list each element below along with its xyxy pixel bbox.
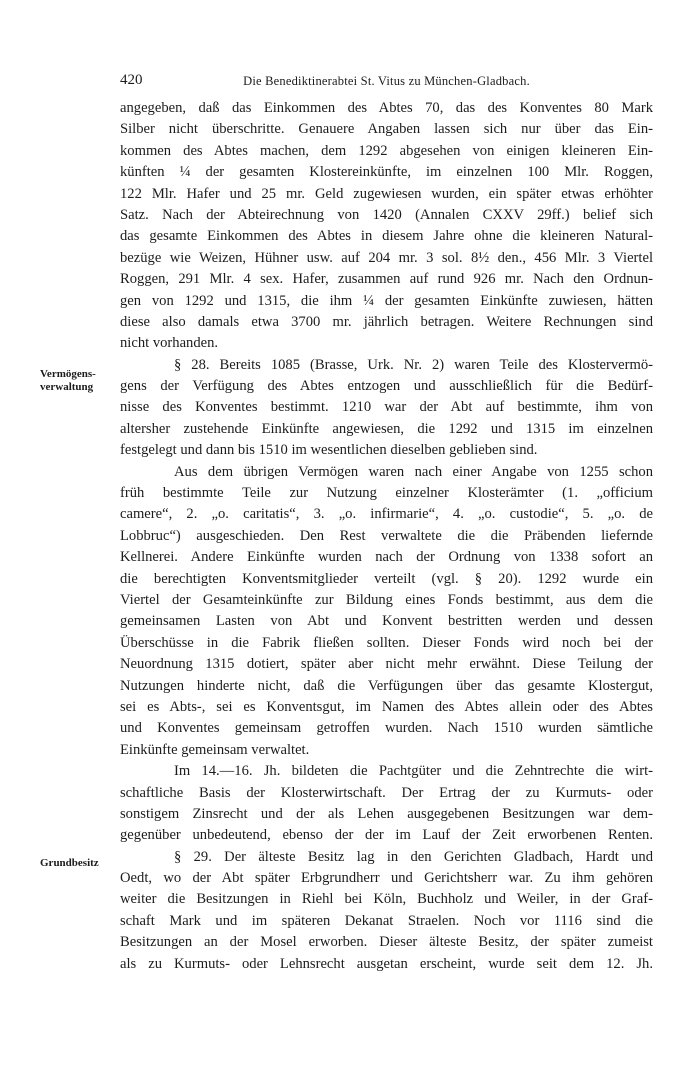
text-line: früh bestimmte Teile zur Nutzung einzelner Klosterämter (1. „officium bbox=[120, 485, 653, 502]
text-line: Oedt, wo der Abt später Erbgrundherr und Gerichtsherr war. Zu ihm gehören bbox=[120, 870, 653, 887]
text-line: gegenüber unbedeutend, ebenso der der im Lauf der Zeit erworbenen Renten. bbox=[120, 827, 653, 844]
text-line: weiter die Besitzungen in Riehl bei Köln, Buchholz und Weiler, in der Graf- bbox=[120, 891, 653, 908]
text-line: schaftliche Basis der Klosterwirtschaft. Der Ertrag der zu Kurmuts- oder bbox=[120, 784, 653, 801]
text-line: § 28. Bereits 1085 (Brasse, Urk. Nr. 2) waren Teile des Klostervermö- bbox=[174, 356, 653, 373]
text-line: schaft Mark und im späteren Dekanat Straelen. Noch vor 1116 sind die bbox=[120, 912, 653, 929]
margin-note-line: verwaltung bbox=[40, 381, 94, 393]
margin-note-grundbesitz bbox=[40, 857, 120, 870]
text-line: Einkünfte gemeinsam verwaltet. bbox=[120, 741, 310, 758]
text-line: bezüge wie Weizen, Hühner usw. auf 204 mr. 3 sol. 8½ den., 456 Mlr. 3 Viertel bbox=[120, 249, 653, 266]
text-line: als zu Kurmuts- oder Lehnsrecht ausgetan erscheint, wurde seit dem 12. Jh. bbox=[120, 955, 653, 972]
text-line: Im 14.—16. Jh. bildeten die Pachtgüter und die Zehntrechte die wirt- bbox=[174, 763, 653, 780]
text-line: Nutzungen hinderte nicht, daß die Verfügungen über das gesamte Klostergut, bbox=[120, 677, 653, 694]
text-line: Besitzungen an der Mosel erworben. Dieser älteste Besitz, der später zumeist bbox=[120, 934, 653, 951]
text-line: Roggen, 291 Mlr. 4 sex. Hafer, zusammen auf rund 926 mr. Nach den Ordnun- bbox=[120, 271, 653, 288]
running-title: Die Benediktinerabtei St. Vitus zu München-Gladbach. bbox=[243, 74, 530, 88]
page-number: 420 bbox=[120, 72, 143, 88]
body-text bbox=[120, 98, 653, 975]
text-line: festgelegt und dann bis 1510 im wesentlichen dieselben geblieben sind. bbox=[120, 442, 538, 459]
text-line: Überschüsse in die Fabrik fließen sollten. Dieser Fonds wird noch bei der bbox=[120, 634, 653, 651]
text-line: Lobbruc“) ausgeschieden. Den Rest verwaltete die die Präbenden liefernde bbox=[120, 527, 653, 544]
text-line: künften ¼ der gesamten Klostereinkünfte, im einzelnen 100 Mlr. Roggen, bbox=[120, 164, 653, 181]
text-line: 122 Mlr. Hafer und 25 mr. Geld zugewiesen wurden, ein später etwas erhöhter bbox=[120, 185, 653, 202]
text-line: kommen des Abtes machen, dem 1292 abgesehen von einigen kleineren Ein- bbox=[120, 142, 653, 159]
margin-note-line: Vermögens- bbox=[40, 368, 96, 380]
margin-note-line: Grundbesitz bbox=[40, 857, 99, 869]
page-header bbox=[120, 72, 653, 92]
text-line: die berechtigten Konventsmitglieder verteilt (vgl. § 20). 1292 wurde ein bbox=[120, 570, 653, 587]
text-line: gemeinsamen Lasten von Abt und Konvent bestritten werden und dessen bbox=[120, 613, 653, 630]
text-line: angegeben, daß das Einkommen des Abtes 70, das des Konventes 80 Mark bbox=[120, 100, 653, 116]
text-line: und Konventes gemeinsam getroffen wurden. Nach 1510 wurden sämtliche bbox=[120, 720, 653, 737]
text-line: nicht vorhanden. bbox=[120, 335, 219, 352]
text-line: diese also damals etwa 3700 mr. jährlich betragen. Weitere Rechnungen sind bbox=[120, 313, 653, 330]
text-line: Aus dem übrigen Vermögen waren nach einer Angabe von 1255 schon bbox=[174, 463, 653, 480]
text-line: Satz. Nach der Abteirechnung von 1420 (Annalen CXXV 29ff.) belief sich bbox=[120, 206, 653, 223]
text-line: sei es Abts-, sei es Konventsgut, im Namen des Abtes allein oder des Abtes bbox=[120, 698, 653, 715]
text-line: camere“, 2. „o. caritatis“, 3. „o. infirmarie“, 4. „o. custodie“, 5. „o. de bbox=[120, 506, 653, 523]
text-line: gen von 1292 und 1315, die ihm ¼ der gesamten Einkünfte zuwiesen, hätten bbox=[120, 292, 653, 309]
text-line: Viertel der Gesamteinkünfte zur Bildung eines Fonds bestimmt, aus dem die bbox=[120, 591, 653, 608]
text-line: § 29. Der älteste Besitz lag in den Gerichten Gladbach, Hardt und bbox=[174, 848, 653, 865]
text-line: sonstigem Zinsrecht und der als Lehen ausgegebenen Besitzungen war dem- bbox=[120, 805, 653, 822]
text-line: nisse des Konventes bestimmt. 1210 war der Abt auf bestimmte, ihm von bbox=[120, 399, 653, 416]
text-line: altersher zustehende Einkünfte angewiesen, die 1292 und 1315 im einzelnen bbox=[120, 420, 653, 437]
text-line: Silber nicht überschritte. Genauere Angaben lassen sich nur über das Ein- bbox=[120, 121, 653, 138]
text-line: das gesamte Einkommen des Abtes in diesem Jahre ohne die kleineren Natural- bbox=[120, 228, 653, 245]
text-line: Kellnerei. Andere Einkünfte wurden nach der Ordnung von 1338 sofort an bbox=[120, 549, 653, 566]
text-line: Neuordnung 1315 dotiert, später aber nicht mehr erwähnt. Diese Teilung der bbox=[120, 656, 653, 673]
margin-note-vermoegensverwaltung bbox=[40, 368, 120, 394]
text-line: gens der Verfügung des Abtes entzogen und ausschließlich für die Bedürf- bbox=[120, 378, 653, 395]
